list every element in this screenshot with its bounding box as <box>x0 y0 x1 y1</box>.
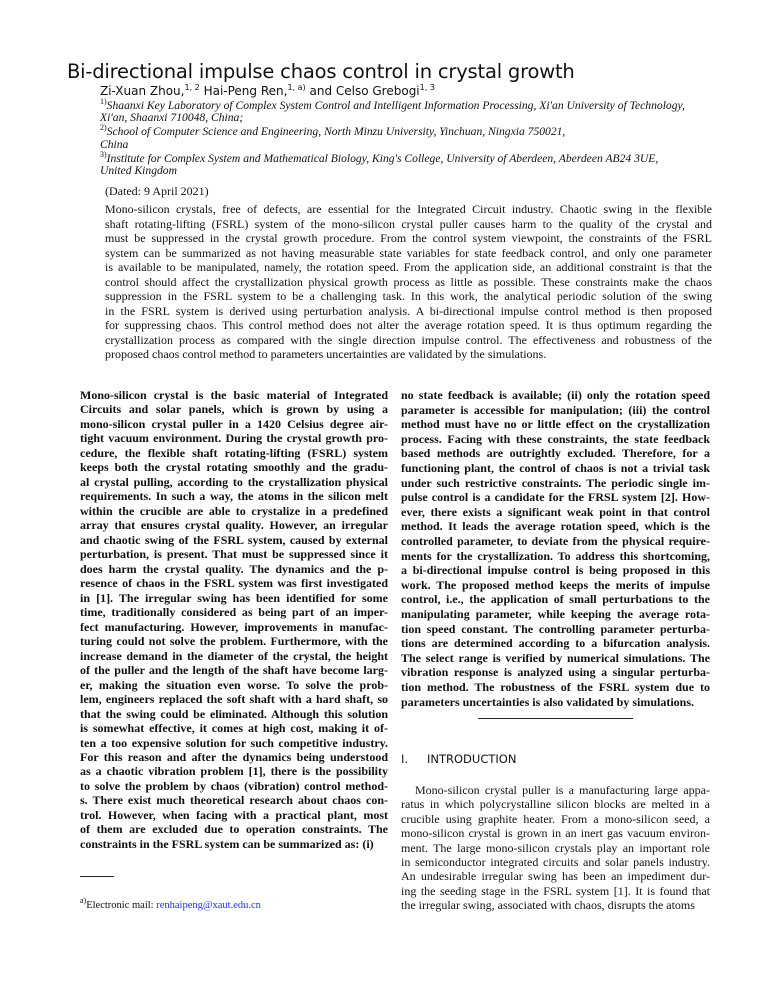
affiliation-2 <box>100 125 565 138</box>
text-line: in [1]. The irregular swing has been identified for some <box>80 590 388 605</box>
text-line: ing the seeding stage in the FSRL system [1]. It is found that <box>401 883 710 898</box>
author-affiliation-marker: 1, 3 <box>419 83 435 92</box>
text-line: Mono-silicon crystals, free of defects, are essential for the Integrated Circuit industry. Chaotic swing in the flexible <box>105 202 712 216</box>
text-line: perturbation, is present. That must be suppressed since it <box>80 547 388 562</box>
text-line: as a chaotic vibration problem [1], there is the possibility <box>80 764 388 779</box>
text-line: vibration response is analyzed using a singular perturba- <box>401 665 710 680</box>
affiliation-line: Shaanxi Key Laboratory of Complex System Control and Intelligent Information Processing, Xi'an University of Technology, <box>106 99 685 112</box>
text-line: parameters uncertainties is also validated by simulations. <box>401 694 694 709</box>
text-line: Circuits and solar panels, which is grown by using a <box>80 402 388 417</box>
date-line: (Dated: 9 April 2021) <box>105 184 209 198</box>
text-line: increase demand in the diameter of the crystal, the height <box>80 648 388 663</box>
affiliation-2-cont: China <box>100 138 129 151</box>
text-line: is somewhat effective, it comes at high cost, making it of- <box>80 721 388 736</box>
text-line: functioning plant, the control of chaos is not a trivial task <box>401 461 710 475</box>
footnote-marker: a) <box>80 896 87 905</box>
text-line: method must have no or little effect on the crystallization <box>401 417 710 432</box>
affiliation-line: Institute for Complex System and Mathematical Biology, King's College, University of Aberdeen, Aberdeen AB24 3UE, <box>106 152 659 165</box>
text-line: is available to be manipulated, namely, the rotation speed. From the application side, an additional constraint is that the <box>105 260 712 274</box>
text-line: based methods are outrightly excluded. Therefore, for a <box>401 446 710 461</box>
author-name: Hai-Peng Ren, <box>203 84 288 98</box>
author-affiliation-marker: 1, 2 <box>184 83 200 92</box>
paper-title: Bi-directional impulse chaos control in crystal growth <box>67 60 575 83</box>
author-list <box>100 84 435 98</box>
text-line: cedure, the flexible shaft rotating-lifting (FSRL) system <box>80 445 388 460</box>
text-line: the irregular swing, associated with chaos, disrupts the atoms <box>401 898 695 913</box>
text-line: work. The proposed method keeps the merits of impulse <box>401 577 710 592</box>
text-line: turing could not solve the problem. Furthermore, with the <box>80 634 388 649</box>
text-line: to solve the problem by chaos (vibration) control method- <box>80 778 388 793</box>
text-line: proposed chaos control method to parameters uncertainties are validated by the simulations. <box>105 347 547 361</box>
text-line: s. There exist much theoretical research about chaos con- <box>80 793 388 808</box>
affiliation-marker: 3) <box>100 150 107 159</box>
text-line: ments for the crystallization. To address this shortcoming, <box>401 548 710 563</box>
text-line: must be suppressed in the crystal growth procedure. From the control system viewpoint, the constraints of the FSRL <box>105 231 712 245</box>
text-line: al crystal pulling, according to the crystallization physical <box>80 474 388 489</box>
text-line: suppression in the FSRL system to be a challenging task. In this work, the analytical periodic solution of the swing <box>105 289 712 303</box>
section-number: I. <box>401 752 409 766</box>
text-line: in semiconductor integrated circuits and solar panels industry. <box>401 855 710 869</box>
affiliation-3-cont: United Kingdom <box>100 164 177 177</box>
text-line: of the puller and the length of the shaft have become larg- <box>80 663 388 678</box>
text-line: a bi-directional impulse control is being proposed in this <box>401 563 710 578</box>
text-line: crystallization process as compared with the single direction impulse control. The effectiveness and robustness of the <box>105 332 712 347</box>
text-line: An undesirable irregular swing has been an impediment dur- <box>401 869 710 884</box>
text-line: keeps both the crystal rotating smoothly and the gradu- <box>80 460 388 475</box>
text-line: mono-silicon crystal is grown in an inert gas vacuum environ- <box>401 826 710 841</box>
text-line: ever, there exists a significant weak point in that control <box>401 504 710 519</box>
text-line: tions are determined according to a bifurcation analysis. <box>401 636 710 651</box>
email-link[interactable]: renhaipeng@xaut.edu.cn <box>156 900 261 911</box>
text-line: control, i.e., the application of small perturbations to the <box>401 592 710 607</box>
text-line: ment. The large mono-silicon crystals play an important role <box>401 840 710 855</box>
section-heading <box>401 752 516 766</box>
affiliation-line: School of Computer Science and Engineering, North Minzu University, Yinchuan, Ningxia 750021, <box>106 125 566 138</box>
text-line: parameter is accessible for manipulation; (iii) the control <box>401 402 710 417</box>
text-line: pulse control is a candidate for the FRSL system [2]. How- <box>401 490 710 505</box>
footnote <box>80 896 261 911</box>
text-line: crucible using graphite heater. From a mono-silicon seed, a <box>401 811 710 826</box>
text-line: tion method. The robustness of the FSRL system due to <box>401 680 710 694</box>
text-line: that the swing could be eliminated. Although this solution <box>80 706 388 721</box>
author-affiliation-marker: 1, a) <box>287 83 306 92</box>
section-divider <box>478 718 633 719</box>
text-line: for suppressing chaos. This control method does not alter the average rotation speed. It is thus optimum regarding the <box>105 318 712 332</box>
text-line: time, traditionally considered as being part of an imper- <box>80 605 388 620</box>
text-line: For this reason and after the dynamics being understood <box>80 750 388 764</box>
affiliation-marker: 1) <box>100 97 107 106</box>
text-line: tight vacuum environment. During the crystal growth pro- <box>80 431 388 446</box>
text-line: under such restrictive constraints. The periodic single im- <box>401 475 710 490</box>
affiliation-3 <box>100 152 658 165</box>
text-line: does harm the crystal quality. The dynamics and the p- <box>80 561 388 576</box>
text-line: lem, engineers replaced the soft shaft with a hard shaft, so <box>80 692 388 707</box>
section-title: INTRODUCTION <box>427 752 517 766</box>
author-name: Zi-Xuan Zhou, <box>100 84 185 98</box>
text-line: resence of chaos in the FSRL system was first investigated <box>80 576 388 591</box>
affiliation-1-cont: Xi'an, Shaanxi 710048, China; <box>100 111 244 124</box>
author-name: and Celso Grebogi <box>309 84 420 98</box>
text-line: of them are excluded due to operation constraints. The <box>80 822 388 837</box>
text-line: Mono-silicon crystal is the basic material of Integrated <box>80 388 388 402</box>
text-line: control should affect the crystallization physical growth process as little as possible. These constraints make the chaos <box>105 274 712 289</box>
text-line: manipulating parameter, while keeping the average rota- <box>401 607 710 621</box>
text-line: trol. However, when facing with a practical plant, most <box>80 807 388 822</box>
text-line: The select range is verified by numerical simulations. The <box>401 650 710 665</box>
text-line: in the FSRL system is derived using perturbation analysis. A bi-directional impulse control method is then proposed <box>105 303 712 318</box>
text-line: no state feedback is available; (ii) only the rotation speed <box>401 388 710 402</box>
text-line: controlled parameter, to deviate from the physical require- <box>401 534 710 548</box>
text-line: within the crucible are able to crystalize in a predefined <box>80 503 388 518</box>
text-line: mono-silicon crystal puller in a 1420 Celsius degree air- <box>80 416 388 431</box>
text-line: array that ensures crystal quality. However, an irregular <box>80 518 388 533</box>
footnote-label: Electronic mail: <box>86 900 154 911</box>
text-line: system can be summarized as not having measurable state variables for state feedback control, and only one parameter <box>105 245 712 260</box>
text-line: ratus in which polycrystalline silicon blocks are melted in a <box>401 797 710 812</box>
text-line: er, making the situation even worse. To solve the prob- <box>80 677 388 692</box>
text-line: process. Facing with these constraints, the state feedback <box>401 431 710 446</box>
text-line: tion speed constant. The controlling parameter perturba- <box>401 621 710 636</box>
text-line: constraints in the FSRL system can be summarized as: (i) <box>80 836 374 851</box>
text-line: shaft rotating-lifting (FSRL) system of the mono-silicon crystal puller causes harm to the quality of the crystal and <box>105 216 712 231</box>
text-line: fect manufacturing. However, improvements in manufac- <box>80 619 388 634</box>
text-line: and chaotic swing of the FSRL system, caused by external <box>80 532 388 547</box>
text-line: method. It leads the average rotation speed, which is the <box>401 519 710 534</box>
footnote-rule <box>80 876 114 877</box>
text-line: Mono-silicon crystal puller is a manufacturing large appa- <box>415 783 710 797</box>
text-line: ten a too expensive solution for such competitive industry. <box>80 735 388 750</box>
affiliation-marker: 2) <box>100 123 107 132</box>
text-line: requirements. In such a way, the atoms in the silicon melt <box>80 489 388 504</box>
